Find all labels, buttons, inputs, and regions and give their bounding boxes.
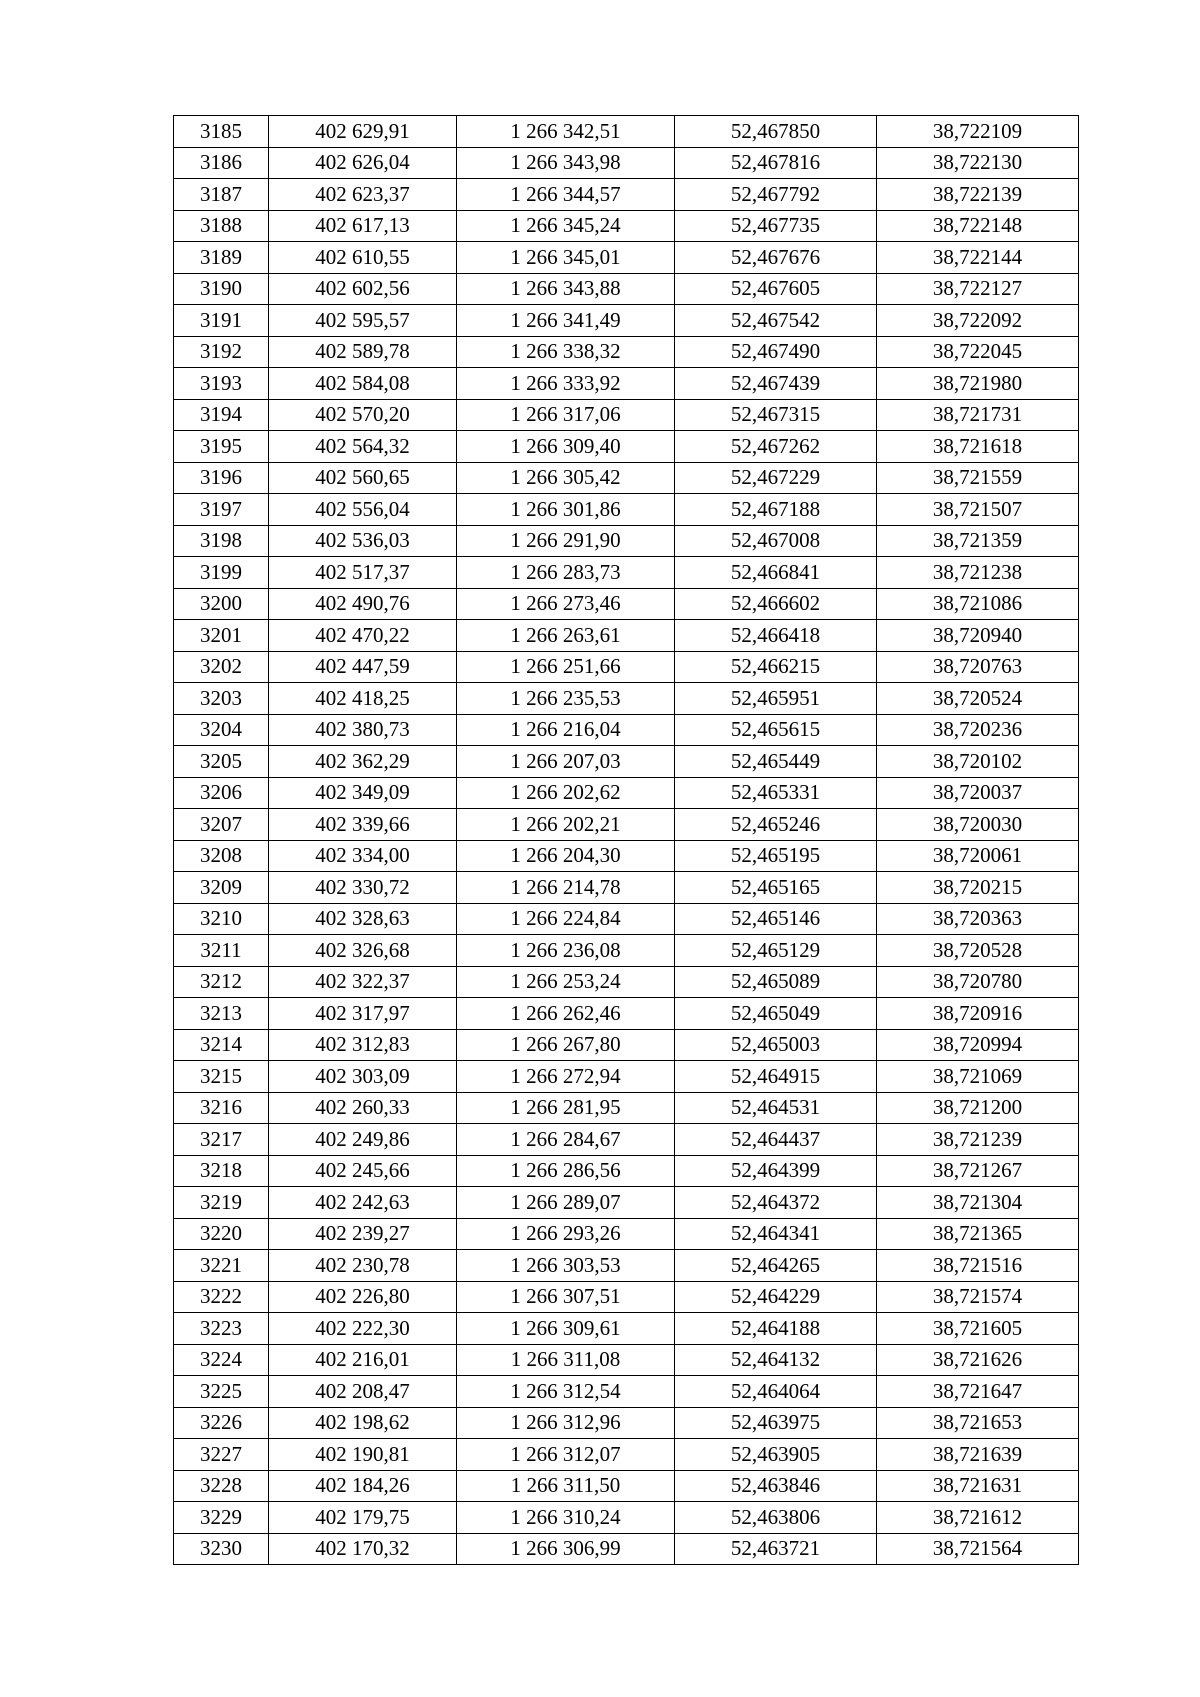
table-row xyxy=(174,273,1079,305)
table-row xyxy=(174,147,1079,179)
y-coordinate-cell: 1 266 309,61 xyxy=(457,1313,675,1345)
x-coordinate-cell: 402 230,78 xyxy=(269,1250,457,1282)
longitude-cell: 38,721653 xyxy=(877,1407,1079,1439)
table-row xyxy=(174,809,1079,841)
table-row xyxy=(174,620,1079,652)
latitude-cell: 52,467816 xyxy=(675,147,877,179)
latitude-cell: 52,463905 xyxy=(675,1439,877,1471)
latitude-cell: 52,465615 xyxy=(675,714,877,746)
latitude-cell: 52,467605 xyxy=(675,273,877,305)
point-number-cell: 3212 xyxy=(174,966,269,998)
table-row xyxy=(174,557,1079,589)
point-number-cell: 3187 xyxy=(174,179,269,211)
longitude-cell: 38,721574 xyxy=(877,1281,1079,1313)
longitude-cell: 38,721626 xyxy=(877,1344,1079,1376)
x-coordinate-cell: 402 564,32 xyxy=(269,431,457,463)
latitude-cell: 52,467792 xyxy=(675,179,877,211)
latitude-cell: 52,463846 xyxy=(675,1470,877,1502)
latitude-cell: 52,467439 xyxy=(675,368,877,400)
latitude-cell: 52,464064 xyxy=(675,1376,877,1408)
point-number-cell: 3222 xyxy=(174,1281,269,1313)
table-row xyxy=(174,714,1079,746)
x-coordinate-cell: 402 536,03 xyxy=(269,525,457,557)
table-row xyxy=(174,1533,1079,1565)
x-coordinate-cell: 402 570,20 xyxy=(269,399,457,431)
point-number-cell: 3205 xyxy=(174,746,269,778)
point-number-cell: 3217 xyxy=(174,1124,269,1156)
point-number-cell: 3202 xyxy=(174,651,269,683)
y-coordinate-cell: 1 266 312,96 xyxy=(457,1407,675,1439)
point-number-cell: 3218 xyxy=(174,1155,269,1187)
x-coordinate-cell: 402 418,25 xyxy=(269,683,457,715)
point-number-cell: 3209 xyxy=(174,872,269,904)
table-row xyxy=(174,1281,1079,1313)
y-coordinate-cell: 1 266 262,46 xyxy=(457,998,675,1030)
point-number-cell: 3198 xyxy=(174,525,269,557)
x-coordinate-cell: 402 208,47 xyxy=(269,1376,457,1408)
point-number-cell: 3226 xyxy=(174,1407,269,1439)
y-coordinate-cell: 1 266 204,30 xyxy=(457,840,675,872)
point-number-cell: 3203 xyxy=(174,683,269,715)
y-coordinate-cell: 1 266 267,80 xyxy=(457,1029,675,1061)
y-coordinate-cell: 1 266 207,03 xyxy=(457,746,675,778)
y-coordinate-cell: 1 266 303,53 xyxy=(457,1250,675,1282)
longitude-cell: 38,721559 xyxy=(877,462,1079,494)
y-coordinate-cell: 1 266 235,53 xyxy=(457,683,675,715)
point-number-cell: 3197 xyxy=(174,494,269,526)
latitude-cell: 52,465165 xyxy=(675,872,877,904)
point-number-cell: 3196 xyxy=(174,462,269,494)
longitude-cell: 38,722148 xyxy=(877,210,1079,242)
latitude-cell: 52,467542 xyxy=(675,305,877,337)
longitude-cell: 38,721359 xyxy=(877,525,1079,557)
longitude-cell: 38,722109 xyxy=(877,116,1079,148)
longitude-cell: 38,720940 xyxy=(877,620,1079,652)
longitude-cell: 38,720363 xyxy=(877,903,1079,935)
latitude-cell: 52,466602 xyxy=(675,588,877,620)
longitude-cell: 38,721365 xyxy=(877,1218,1079,1250)
table-row xyxy=(174,998,1079,1030)
x-coordinate-cell: 402 556,04 xyxy=(269,494,457,526)
table-row xyxy=(174,242,1079,274)
point-number-cell: 3186 xyxy=(174,147,269,179)
x-coordinate-cell: 402 595,57 xyxy=(269,305,457,337)
x-coordinate-cell: 402 328,63 xyxy=(269,903,457,935)
x-coordinate-cell: 402 198,62 xyxy=(269,1407,457,1439)
point-number-cell: 3224 xyxy=(174,1344,269,1376)
latitude-cell: 52,467850 xyxy=(675,116,877,148)
x-coordinate-cell: 402 245,66 xyxy=(269,1155,457,1187)
x-coordinate-cell: 402 249,86 xyxy=(269,1124,457,1156)
latitude-cell: 52,465331 xyxy=(675,777,877,809)
longitude-cell: 38,722144 xyxy=(877,242,1079,274)
point-number-cell: 3215 xyxy=(174,1061,269,1093)
x-coordinate-cell: 402 589,78 xyxy=(269,336,457,368)
point-number-cell: 3190 xyxy=(174,273,269,305)
y-coordinate-cell: 1 266 283,73 xyxy=(457,557,675,589)
table-row xyxy=(174,494,1079,526)
x-coordinate-cell: 402 222,30 xyxy=(269,1313,457,1345)
x-coordinate-cell: 402 190,81 xyxy=(269,1439,457,1471)
x-coordinate-cell: 402 629,91 xyxy=(269,116,457,148)
table-row xyxy=(174,368,1079,400)
point-number-cell: 3206 xyxy=(174,777,269,809)
point-number-cell: 3228 xyxy=(174,1470,269,1502)
point-number-cell: 3207 xyxy=(174,809,269,841)
longitude-cell: 38,722139 xyxy=(877,179,1079,211)
y-coordinate-cell: 1 266 272,94 xyxy=(457,1061,675,1093)
latitude-cell: 52,464531 xyxy=(675,1092,877,1124)
longitude-cell: 38,721639 xyxy=(877,1439,1079,1471)
point-number-cell: 3214 xyxy=(174,1029,269,1061)
point-number-cell: 3200 xyxy=(174,588,269,620)
y-coordinate-cell: 1 266 236,08 xyxy=(457,935,675,967)
table-row xyxy=(174,651,1079,683)
table-row xyxy=(174,525,1079,557)
table-row xyxy=(174,1439,1079,1471)
x-coordinate-cell: 402 179,75 xyxy=(269,1502,457,1534)
x-coordinate-cell: 402 610,55 xyxy=(269,242,457,274)
point-number-cell: 3199 xyxy=(174,557,269,589)
y-coordinate-cell: 1 266 293,26 xyxy=(457,1218,675,1250)
table-row xyxy=(174,746,1079,778)
point-number-cell: 3193 xyxy=(174,368,269,400)
longitude-cell: 38,721731 xyxy=(877,399,1079,431)
table-row xyxy=(174,116,1079,148)
x-coordinate-cell: 402 362,29 xyxy=(269,746,457,778)
table-row xyxy=(174,1313,1079,1345)
table-row xyxy=(174,1061,1079,1093)
y-coordinate-cell: 1 266 312,54 xyxy=(457,1376,675,1408)
table-row xyxy=(174,840,1079,872)
longitude-cell: 38,721304 xyxy=(877,1187,1079,1219)
y-coordinate-cell: 1 266 305,42 xyxy=(457,462,675,494)
longitude-cell: 38,720994 xyxy=(877,1029,1079,1061)
y-coordinate-cell: 1 266 342,51 xyxy=(457,116,675,148)
x-coordinate-cell: 402 242,63 xyxy=(269,1187,457,1219)
longitude-cell: 38,721605 xyxy=(877,1313,1079,1345)
latitude-cell: 52,467262 xyxy=(675,431,877,463)
x-coordinate-cell: 402 339,66 xyxy=(269,809,457,841)
y-coordinate-cell: 1 266 253,24 xyxy=(457,966,675,998)
x-coordinate-cell: 402 303,09 xyxy=(269,1061,457,1093)
table-row xyxy=(174,431,1079,463)
longitude-cell: 38,720524 xyxy=(877,683,1079,715)
x-coordinate-cell: 402 380,73 xyxy=(269,714,457,746)
y-coordinate-cell: 1 266 286,56 xyxy=(457,1155,675,1187)
point-number-cell: 3192 xyxy=(174,336,269,368)
latitude-cell: 52,464437 xyxy=(675,1124,877,1156)
y-coordinate-cell: 1 266 216,04 xyxy=(457,714,675,746)
table-row xyxy=(174,1187,1079,1219)
table-row xyxy=(174,1218,1079,1250)
table-row xyxy=(174,462,1079,494)
y-coordinate-cell: 1 266 310,24 xyxy=(457,1502,675,1534)
latitude-cell: 52,463721 xyxy=(675,1533,877,1565)
y-coordinate-cell: 1 266 333,92 xyxy=(457,368,675,400)
table-row xyxy=(174,903,1079,935)
table-row xyxy=(174,1155,1079,1187)
point-number-cell: 3227 xyxy=(174,1439,269,1471)
longitude-cell: 38,721239 xyxy=(877,1124,1079,1156)
point-number-cell: 3188 xyxy=(174,210,269,242)
latitude-cell: 52,467490 xyxy=(675,336,877,368)
y-coordinate-cell: 1 266 202,62 xyxy=(457,777,675,809)
table-row xyxy=(174,210,1079,242)
x-coordinate-cell: 402 560,65 xyxy=(269,462,457,494)
x-coordinate-cell: 402 226,80 xyxy=(269,1281,457,1313)
longitude-cell: 38,720528 xyxy=(877,935,1079,967)
coordinates-table-body xyxy=(174,116,1079,1565)
x-coordinate-cell: 402 602,56 xyxy=(269,273,457,305)
y-coordinate-cell: 1 266 343,98 xyxy=(457,147,675,179)
x-coordinate-cell: 402 517,37 xyxy=(269,557,457,589)
latitude-cell: 52,464399 xyxy=(675,1155,877,1187)
longitude-cell: 38,720780 xyxy=(877,966,1079,998)
x-coordinate-cell: 402 326,68 xyxy=(269,935,457,967)
x-coordinate-cell: 402 349,09 xyxy=(269,777,457,809)
y-coordinate-cell: 1 266 345,01 xyxy=(457,242,675,274)
x-coordinate-cell: 402 330,72 xyxy=(269,872,457,904)
y-coordinate-cell: 1 266 301,86 xyxy=(457,494,675,526)
longitude-cell: 38,721612 xyxy=(877,1502,1079,1534)
y-coordinate-cell: 1 266 273,46 xyxy=(457,588,675,620)
latitude-cell: 52,463975 xyxy=(675,1407,877,1439)
x-coordinate-cell: 402 470,22 xyxy=(269,620,457,652)
x-coordinate-cell: 402 490,76 xyxy=(269,588,457,620)
longitude-cell: 38,720236 xyxy=(877,714,1079,746)
latitude-cell: 52,465089 xyxy=(675,966,877,998)
latitude-cell: 52,465449 xyxy=(675,746,877,778)
longitude-cell: 38,721564 xyxy=(877,1533,1079,1565)
table-row xyxy=(174,872,1079,904)
table-row xyxy=(174,1470,1079,1502)
y-coordinate-cell: 1 266 345,24 xyxy=(457,210,675,242)
y-coordinate-cell: 1 266 284,67 xyxy=(457,1124,675,1156)
x-coordinate-cell: 402 626,04 xyxy=(269,147,457,179)
latitude-cell: 52,465195 xyxy=(675,840,877,872)
x-coordinate-cell: 402 184,26 xyxy=(269,1470,457,1502)
longitude-cell: 38,721647 xyxy=(877,1376,1079,1408)
point-number-cell: 3230 xyxy=(174,1533,269,1565)
point-number-cell: 3189 xyxy=(174,242,269,274)
y-coordinate-cell: 1 266 312,07 xyxy=(457,1439,675,1471)
point-number-cell: 3219 xyxy=(174,1187,269,1219)
longitude-cell: 38,720763 xyxy=(877,651,1079,683)
point-number-cell: 3221 xyxy=(174,1250,269,1282)
longitude-cell: 38,721267 xyxy=(877,1155,1079,1187)
latitude-cell: 52,466841 xyxy=(675,557,877,589)
point-number-cell: 3229 xyxy=(174,1502,269,1534)
longitude-cell: 38,721507 xyxy=(877,494,1079,526)
longitude-cell: 38,722092 xyxy=(877,305,1079,337)
table-row xyxy=(174,935,1079,967)
y-coordinate-cell: 1 266 281,95 xyxy=(457,1092,675,1124)
longitude-cell: 38,720215 xyxy=(877,872,1079,904)
longitude-cell: 38,721200 xyxy=(877,1092,1079,1124)
table-row xyxy=(174,683,1079,715)
longitude-cell: 38,721631 xyxy=(877,1470,1079,1502)
x-coordinate-cell: 402 216,01 xyxy=(269,1344,457,1376)
y-coordinate-cell: 1 266 307,51 xyxy=(457,1281,675,1313)
coordinates-table xyxy=(173,115,1079,1565)
longitude-cell: 38,721980 xyxy=(877,368,1079,400)
latitude-cell: 52,464132 xyxy=(675,1344,877,1376)
x-coordinate-cell: 402 239,27 xyxy=(269,1218,457,1250)
y-coordinate-cell: 1 266 214,78 xyxy=(457,872,675,904)
latitude-cell: 52,467229 xyxy=(675,462,877,494)
table-row xyxy=(174,1092,1079,1124)
x-coordinate-cell: 402 317,97 xyxy=(269,998,457,1030)
x-coordinate-cell: 402 447,59 xyxy=(269,651,457,683)
point-number-cell: 3195 xyxy=(174,431,269,463)
x-coordinate-cell: 402 260,33 xyxy=(269,1092,457,1124)
table-row xyxy=(174,1250,1079,1282)
point-number-cell: 3191 xyxy=(174,305,269,337)
latitude-cell: 52,465049 xyxy=(675,998,877,1030)
table-row xyxy=(174,588,1079,620)
point-number-cell: 3204 xyxy=(174,714,269,746)
table-row xyxy=(174,1029,1079,1061)
point-number-cell: 3220 xyxy=(174,1218,269,1250)
table-row xyxy=(174,399,1079,431)
longitude-cell: 38,722130 xyxy=(877,147,1079,179)
latitude-cell: 52,464229 xyxy=(675,1281,877,1313)
table-row xyxy=(174,1124,1079,1156)
table-row xyxy=(174,336,1079,368)
latitude-cell: 52,464265 xyxy=(675,1250,877,1282)
point-number-cell: 3216 xyxy=(174,1092,269,1124)
latitude-cell: 52,465129 xyxy=(675,935,877,967)
x-coordinate-cell: 402 584,08 xyxy=(269,368,457,400)
y-coordinate-cell: 1 266 291,90 xyxy=(457,525,675,557)
y-coordinate-cell: 1 266 289,07 xyxy=(457,1187,675,1219)
latitude-cell: 52,464341 xyxy=(675,1218,877,1250)
latitude-cell: 52,465146 xyxy=(675,903,877,935)
table-row xyxy=(174,305,1079,337)
y-coordinate-cell: 1 266 311,08 xyxy=(457,1344,675,1376)
y-coordinate-cell: 1 266 202,21 xyxy=(457,809,675,841)
latitude-cell: 52,465951 xyxy=(675,683,877,715)
latitude-cell: 52,464188 xyxy=(675,1313,877,1345)
latitude-cell: 52,463806 xyxy=(675,1502,877,1534)
point-number-cell: 3211 xyxy=(174,935,269,967)
y-coordinate-cell: 1 266 317,06 xyxy=(457,399,675,431)
latitude-cell: 52,467315 xyxy=(675,399,877,431)
x-coordinate-cell: 402 170,32 xyxy=(269,1533,457,1565)
latitude-cell: 52,467735 xyxy=(675,210,877,242)
longitude-cell: 38,721618 xyxy=(877,431,1079,463)
longitude-cell: 38,720102 xyxy=(877,746,1079,778)
table-row xyxy=(174,777,1079,809)
table-row xyxy=(174,1502,1079,1534)
table-row xyxy=(174,1376,1079,1408)
point-number-cell: 3208 xyxy=(174,840,269,872)
y-coordinate-cell: 1 266 311,50 xyxy=(457,1470,675,1502)
latitude-cell: 52,464915 xyxy=(675,1061,877,1093)
point-number-cell: 3210 xyxy=(174,903,269,935)
y-coordinate-cell: 1 266 251,66 xyxy=(457,651,675,683)
y-coordinate-cell: 1 266 224,84 xyxy=(457,903,675,935)
longitude-cell: 38,720037 xyxy=(877,777,1079,809)
latitude-cell: 52,465003 xyxy=(675,1029,877,1061)
longitude-cell: 38,721516 xyxy=(877,1250,1079,1282)
longitude-cell: 38,720916 xyxy=(877,998,1079,1030)
y-coordinate-cell: 1 266 306,99 xyxy=(457,1533,675,1565)
x-coordinate-cell: 402 322,37 xyxy=(269,966,457,998)
point-number-cell: 3194 xyxy=(174,399,269,431)
point-number-cell: 3223 xyxy=(174,1313,269,1345)
y-coordinate-cell: 1 266 338,32 xyxy=(457,336,675,368)
point-number-cell: 3225 xyxy=(174,1376,269,1408)
longitude-cell: 38,722045 xyxy=(877,336,1079,368)
latitude-cell: 52,464372 xyxy=(675,1187,877,1219)
y-coordinate-cell: 1 266 344,57 xyxy=(457,179,675,211)
longitude-cell: 38,721086 xyxy=(877,588,1079,620)
point-number-cell: 3213 xyxy=(174,998,269,1030)
latitude-cell: 52,467008 xyxy=(675,525,877,557)
table-row xyxy=(174,1407,1079,1439)
longitude-cell: 38,720061 xyxy=(877,840,1079,872)
x-coordinate-cell: 402 617,13 xyxy=(269,210,457,242)
y-coordinate-cell: 1 266 343,88 xyxy=(457,273,675,305)
y-coordinate-cell: 1 266 341,49 xyxy=(457,305,675,337)
point-number-cell: 3201 xyxy=(174,620,269,652)
longitude-cell: 38,720030 xyxy=(877,809,1079,841)
latitude-cell: 52,467188 xyxy=(675,494,877,526)
latitude-cell: 52,467676 xyxy=(675,242,877,274)
longitude-cell: 38,721069 xyxy=(877,1061,1079,1093)
point-number-cell: 3185 xyxy=(174,116,269,148)
y-coordinate-cell: 1 266 263,61 xyxy=(457,620,675,652)
x-coordinate-cell: 402 312,83 xyxy=(269,1029,457,1061)
latitude-cell: 52,466418 xyxy=(675,620,877,652)
latitude-cell: 52,465246 xyxy=(675,809,877,841)
latitude-cell: 52,466215 xyxy=(675,651,877,683)
longitude-cell: 38,721238 xyxy=(877,557,1079,589)
table-row xyxy=(174,966,1079,998)
y-coordinate-cell: 1 266 309,40 xyxy=(457,431,675,463)
longitude-cell: 38,722127 xyxy=(877,273,1079,305)
table-row xyxy=(174,1344,1079,1376)
table-row xyxy=(174,179,1079,211)
x-coordinate-cell: 402 334,00 xyxy=(269,840,457,872)
x-coordinate-cell: 402 623,37 xyxy=(269,179,457,211)
